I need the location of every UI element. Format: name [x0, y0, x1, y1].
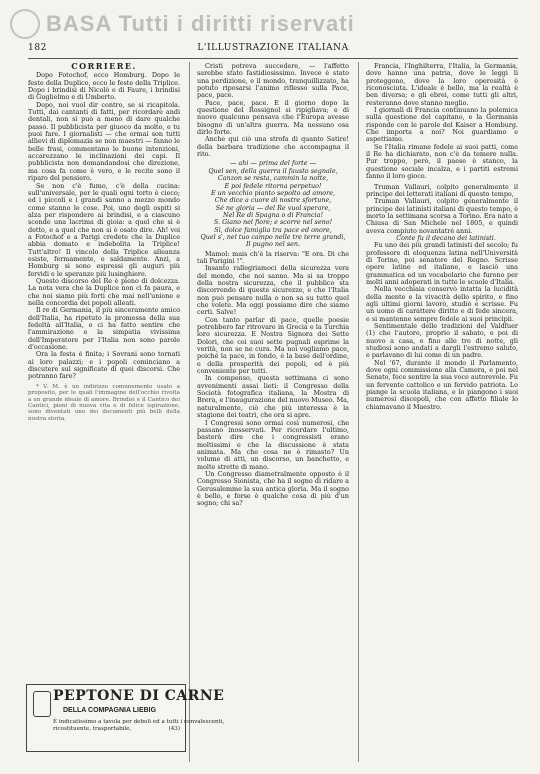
paragraph: I Congressi sono ormai così numerosi, che passano inosservati. Per ricordare l'ultimo, basterà dire che i congressisti erano moltissimi e che la discussione è stata animata. Ma che cosa ne è rimasto? Un volume di atti, un discorso, un banchetto, e molte strette di mano. [197, 418, 349, 471]
verse-line: E un vecchio pianto sepolto ad amore, [210, 188, 336, 197]
watermark [10, 4, 530, 44]
column-3 [366, 63, 518, 763]
verse-line: E poi fedele ritorna perpetuo! [224, 181, 322, 190]
column-2 [197, 63, 349, 763]
header-rule [28, 58, 518, 59]
subheading: Truman Vallauri, colpito generalmente il principe dei letterati italiani di questo tempo, [366, 182, 518, 198]
verse-line: Sé ne gloria — del Re vuol sperare, [215, 203, 331, 212]
liebig-advertisement [26, 684, 225, 752]
paragraph: Truman Vallauri, colpito generalmente il principe dei latinisti italiani di questo tempo, è morto la settimana scorsa a Torino. Era nato a Chiusa di San Michele nel 1805, e quindi aveva compiuto novantatré anni. [366, 197, 518, 235]
page-header [28, 43, 518, 57]
section-heading: CORRIERE. [71, 61, 137, 71]
paragraph: Dopo Fotochof, ecco Homburg. Dopo le feste della Duplice, ecco le feste della Triplice. Dopo i brindisi di Nicolò e di Faure, i brindisi di Guglielmo e di Umberto. [28, 71, 180, 102]
paragraph: Se l'Italia rimane fedele ai suoi patti, come il Re ha dichiarato, non c'è da temere nulla. Pur troppo, però, il paese è stanco, la questione sociale incalza, e i partiti estremi fanno il loro gioco. [366, 142, 518, 181]
column-divider [358, 62, 359, 762]
column-divider [189, 62, 190, 762]
paragraph: Questo discorso del Re è pieno di dolcezza. La nota vera che la Duplice non ci fa paura, e che noi siamo più forti che mai nell'unione e nella concordia dei popoli alleati. [28, 276, 180, 307]
paragraph: Nella vecchiaia conservò intatta la lucidità della mente e la vivacità dello spirito, e fino agli ultimi giorni lavorò, studiò e scrisse. Fu un uomo di carattere diritto e di fede sincera, e si mantenne sempre fedele ai suoi principii. [366, 285, 518, 323]
verse-line: Canzon se resta, cammin la notte, [217, 174, 329, 183]
paragraph: Pace, pace, pace. E il giorno dopo la questione del Rossignol si ripigliava; e di nuovo qualcuno pensava che l'Europa avesse bisogno di un'altra guerra. Ma nessuno osa dirlo forte. [197, 98, 349, 137]
watermark-text: BASA Tutti i diritti riservati [46, 11, 355, 36]
verse-line: Quel s', nel tuo campo nelle tre terre grandi, [200, 232, 346, 241]
paragraph: Il re di Germania, il più sinceramente amico dell'Italia, ha ripetuto la promessa della sua fedeltà all'Italia, e ci ha fatto sentire che l'ammirazione e la simpatia vivissima dell'Imperatore per l'Italia non sono parole d'occasione. [28, 306, 180, 352]
paragraph: Cristi potreva succedere, — l'affetto sarebbe stato fastidiosissimo. Invece è stato una perdizione, e il mondo, tranquillizzato, ha potuto riposarsi l'animo riflesso sulla Pace, pace, pace. [197, 62, 349, 100]
footnote: * V. M. è un indirizzo comunemente usato a proposito, per le quali l'immagine dell'occhio rivolta a un grande ideale di amore. Brindisi e il Cantico dei Cantici, pieni di nuova vita e di felice ispirazione, sono diventati uno dei documenti più belli della nostra storia. [28, 383, 180, 422]
paragraph: Francia, l'Inghilterra, l'Italia, la Germania, dove hanno una patria, dove le leggi li proteggono, dove la loro operosità è riconosciuta. L'ideale è bello, ma la realtà è ben diversa; e gli ebrei, come tutti gli altri, resteranno dove stanno meglio. [366, 62, 518, 107]
running-title: L'ILLUSTRAZIONE ITALIANA [197, 43, 349, 53]
paragraph: Fu uno dei più grandi latinisti del secolo; fu professore di eloquenza latina nell'Università di Torino, poi senatore del Regno. Scrisse opere latine ed italiane, e lasciò una grammatica ed un vocabolario che furono per molti anni adoperati in tutte le scuole d'Italia. [366, 241, 518, 286]
liebig-emblem-icon [33, 691, 51, 717]
column-1 [28, 63, 180, 683]
paragraph: Sentimentale delle tradizioni del Valdfuer (1) che l'autore, proprio il sabato, e poi di nuovo a casa, e fino alle tre di notte, gli studiosi sono andati a dargli l'estremo saluto, e parlavano di lui come di un padre. [366, 322, 518, 360]
verse-line: Quel sen, della guerra il fausto segnale, [208, 166, 338, 175]
ad-title: PEPTONE DI CARNE [53, 688, 225, 704]
paragraph: Un Congresso diametralmente opposto è il Congresso Sionista, che ha il sogno di ridare a Gerusalemme la sua antica gloria. Ma il sogno è bello, e forse è qualche cosa di più d'un sogno; chi sa? [197, 469, 349, 508]
paragraph: Con tanto parlar di pace, quelle poesie potrebbero far ritrovare in Grecia e la Turchia loro sicurezza. E Nostra Signora dei Sette Dolori, che coi suoi sette pugnali esprime la verità, non se ne cura. Ma noi vogliamo pace, poiché la pace, in fondo, è la base dell'ordine, e della prosperità dei popoli, ed è più conveniente per tutti. [197, 315, 349, 376]
paragraph: Se non c'è fumo, c'è della cucina: sull'universale, per le quali ogni torto è cieco; ed i piccoli e i grandi sanno a mezzo mondo come stanno le cose. Poi, uno degli ospiti si alza per rispondere ai brindisi, e a ciascuno scende una lacrima di gioia: a quel che si è detto, e a quel che non si è osato dire. Ah! voi a Fotochof e a Parigi credete che la Duplice abbia domato e indebolita la Triplice! Tutt'altro! Il vincolo della Triplice alleanza esiste, fermamente, e saldamente. Anzi, a Homburg si sono espressi gli auguri più fervidi e le speranze più lusinghiere. [28, 181, 180, 278]
verse-line: — ahi — prima del forte — [230, 159, 316, 168]
paragraph: I giornali di Francia continuano la polemica sulla questione del capitano, e la Germania risponde con le parole del Kaiser a Homburg. Che importa a noi? Noi guardiamo e aspettiamo. [366, 106, 518, 144]
ad-reference: (43) [168, 726, 180, 732]
paragraph: Insanto rallegriamoci della sicurezza vera del mondo, che noi sanno. Ma si sa troppo della nostra sicurezza, che il pubblico sta discorrendo di queste sicurezze, e che l'Italia non può pensare nulla o non sa su tutto quel che volete. Ma oggi possiamo dire che siamo certi. Salve! [197, 264, 349, 317]
paragraph: In compenso, questa settimana ci sono avvenimenti assai lieti: il Congresso della Società fotografica italiana, la Mostra di Brera, e l'inaugurazione del nuovo Museo. Ma, naturalmente, ciò che più interessa è la stagione dei teatri, che ora si apre. [197, 374, 349, 420]
verse-line: S. Giano nel fiore; e scorre nel seno! [213, 218, 333, 227]
verse-line: Sì, dolce famiglia tra pace ed onore, [214, 225, 332, 234]
paragraph: Mamol: mais ch'è la riserva: "E ora. Di che tali Parigini !". [197, 249, 349, 265]
italic-note: Conte fu il decano dei latinisti. [396, 233, 496, 242]
ad-text-line: È indicatissimo a tavola per deboli ed a tutti i convalescenti, [53, 719, 225, 725]
verse-line: Il pugno nel sen. [245, 240, 301, 249]
verse-line: Nel Re di Spagna o di Francia! [222, 210, 324, 219]
ad-text-line: ricostituente, trasportabile, [53, 726, 132, 732]
ad-subtitle: DELLA COMPAGNIA LIEBIG [63, 707, 157, 714]
paragraph: Dopo, noi vuol dir contro, se si ricapitola. Tutti, dai cantanti di fatti, per ricordare andi dentali, non si può a meno di dare qualche passo. Il pubblicista per giuoco da molto, e tu puoi fare. I giornalisti — che ormai son tutti allievi di diplomazia se non maestri — fanno le belle frasi, commentano le buone intenzioni, accarezzano le inclinazioni dei capi. Il pubblicista non domandandosi che direzione, ma cosa fa come è vero, e le recite sono il riparo del pensiero. [28, 100, 180, 183]
page-number: 182 [28, 43, 47, 53]
poem-verse [197, 160, 349, 248]
paragraph: Anche qui ciò una strofa di quanto Satire! della barbara tradizione che accompagna il rito. [197, 135, 349, 159]
paragraph: Ora la festa è finita; i Sovrani sono tornati ai loro palazzi; e i popoli cominciano a discutere sul significato di quei discorsi. Che potranno fare? [28, 350, 180, 381]
paragraph: Nel '67, durante il mondo il Parlamento, dove ogni commissione alla Camera, e poi nel Senato, fece sentire la sua voce autorevole. Fu un fervente cattolico e un fervido patriota. Lo piange la scuola italiana, e lo piangono i suoi numerosi discepoli, che con affetto filiale lo chiamavano il Maestro. [366, 358, 518, 411]
basa-logo-icon [10, 9, 40, 39]
verse-line: Che dice a cuore di nostre sfortune, [214, 196, 332, 205]
